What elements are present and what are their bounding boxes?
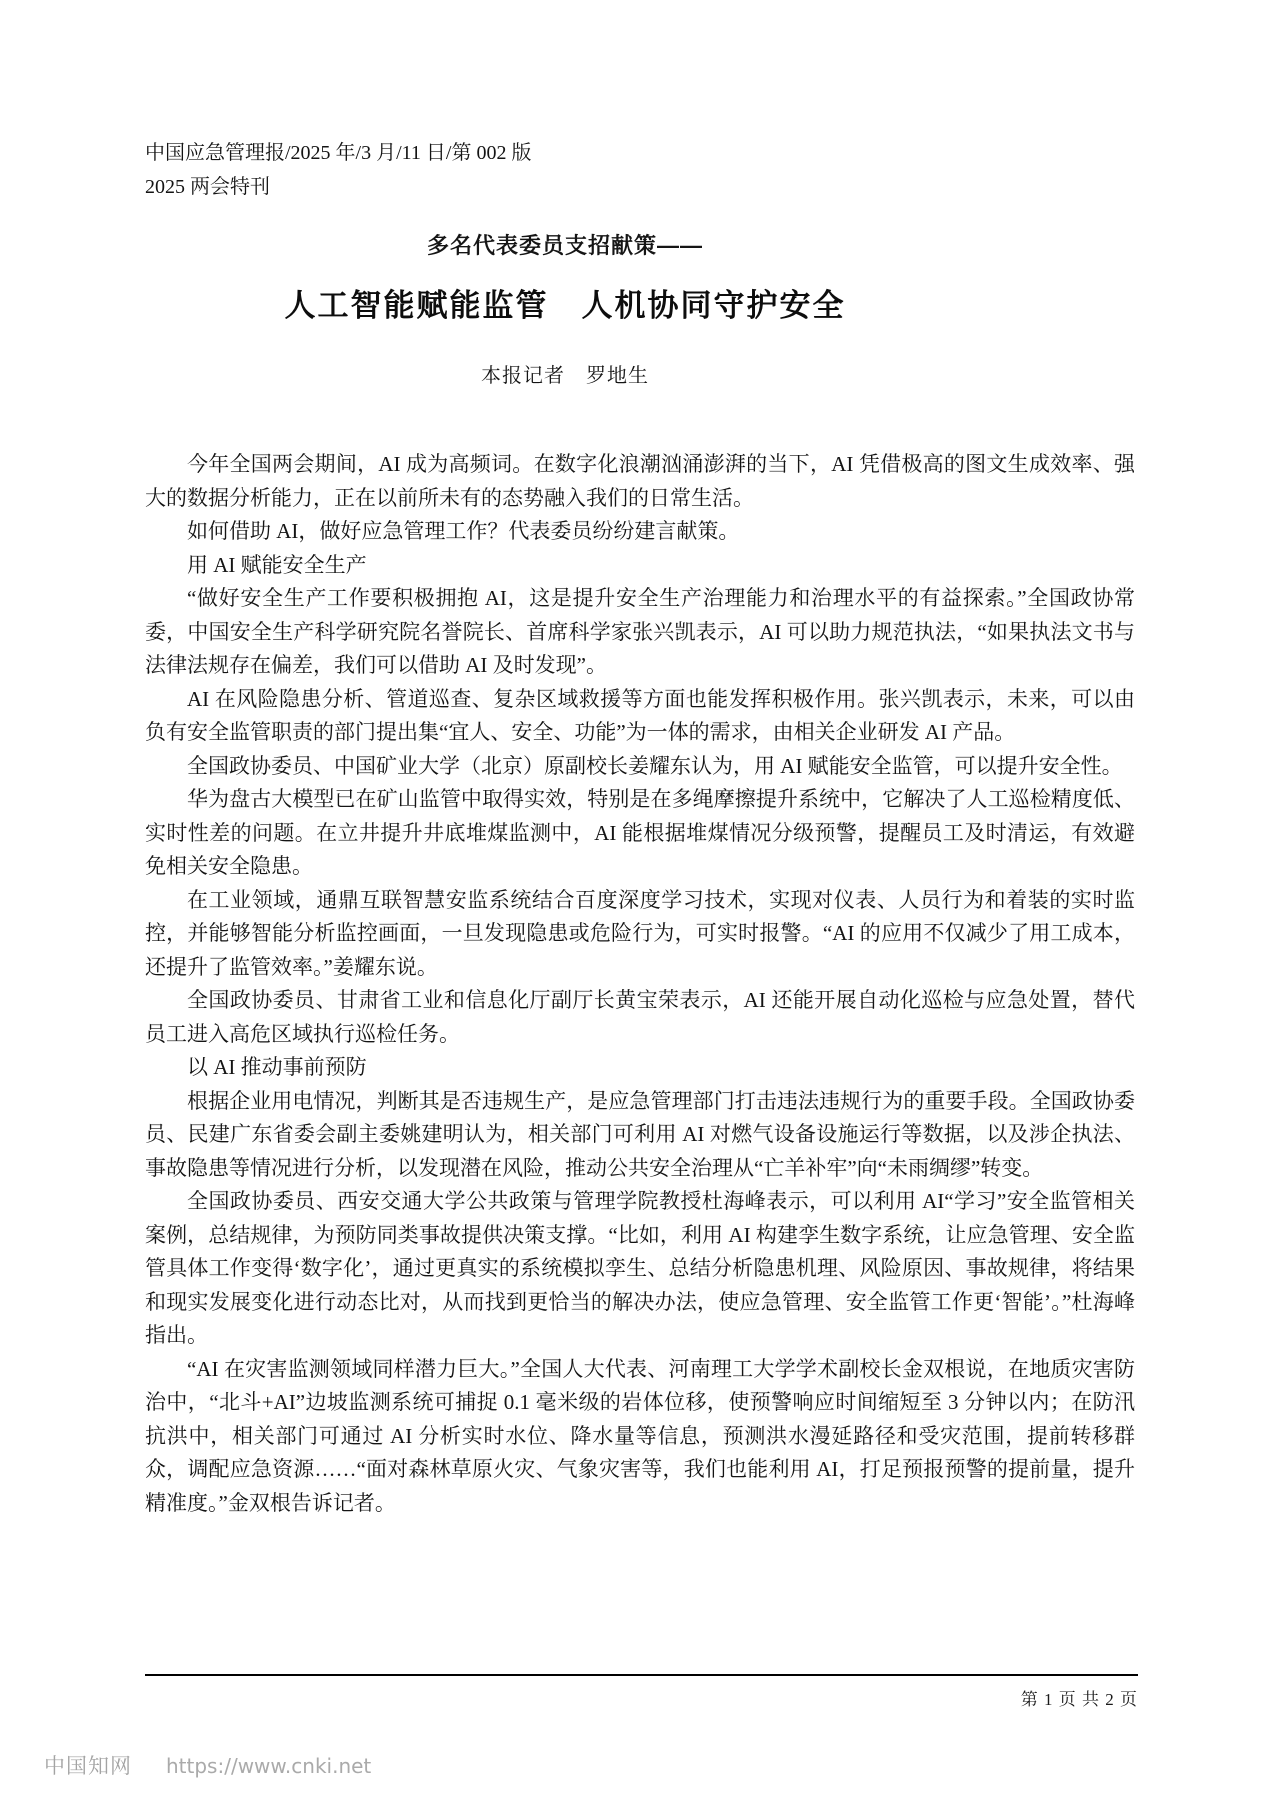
article-paragraph: AI 在风险隐患分析、管道巡查、复杂区域救援等方面也能发挥积极作用。张兴凯表示，未来，可以由负有安全监管职责的部门提出集“宜人、安全、功能”为一体的需求，由相关企业研发 AI 产品。: [145, 686, 1135, 744]
cnki-site-name: 中国知网: [44, 1754, 132, 1778]
article-byline: 本报记者 罗地生: [481, 365, 649, 387]
article-paragraph: 如何借助 AI，做好应急管理工作？代表委员纷纷建言献策。: [187, 519, 740, 543]
page-indicator: 第 1 页 共 2 页: [1020, 1690, 1138, 1709]
article-paragraph: “做好安全生产工作要积极拥抱 AI，这是提升安全生产治理能力和治理水平的有益探索。”全国政协常委，中国安全生产科学研究院名誉院长、首席科学家张兴凯表示，AI 可以助力规范执法，“如果执法文书与法律法规存在偏差，我们可以借助 AI 及时发现”。: [145, 586, 1135, 677]
article-kicker: 多名代表委员支招献策——: [426, 233, 703, 258]
article-headings: [145, 232, 985, 388]
publication-source-line: 中国应急管理报/2025 年/3 月/11 日/第 002 版: [145, 142, 532, 164]
article-paragraph: 全国政协委员、甘肃省工业和信息化厅副厅长黄宝荣表示，AI 还能开展自动化巡检与应急处置，替代员工进入高危区域执行巡检任务。: [145, 988, 1135, 1046]
article-section-heading: 以 AI 推动事前预防: [187, 1055, 367, 1079]
document-footer: [145, 1674, 1138, 1710]
article-section-heading: 用 AI 赋能安全生产: [187, 552, 367, 577]
footer-divider: [145, 1674, 1138, 1676]
article-body: [145, 448, 1135, 1520]
article-paragraph: 根据企业用电情况，判断其是否违规生产，是应急管理部门打击违法违规行为的重要手段。全国政协委员、民建广东省委会副主委姚建明认为，相关部门可利用 AI 对燃气设备设施运行等数据，以及涉企执法、事故隐患等情况进行分析，以发现潜在风险，推动公共安全治理从“亡羊补牢”向“未雨绸缪”转变。: [145, 1088, 1135, 1180]
article-paragraph: 华为盘古大模型已在矿山监管中取得实效，特别是在多绳摩擦提升系统中，它解决了人工巡检精度低、实时性差的问题。在立井提升井底堆煤监测中，AI 能根据堆煤情况分级预警，提醒员工及时清运，有效避免相关安全隐患。: [145, 787, 1135, 878]
document-header: [145, 0, 1135, 204]
article-paragraph: 全国政协委员、中国矿业大学（北京）原副校长姜耀东认为，用 AI 赋能安全监管，可以提升安全性。: [187, 753, 1123, 778]
cnki-site-url: https://www.cnki.net: [166, 1754, 372, 1778]
article-paragraph: 全国政协委员、西安交通大学公共政策与管理学院教授杜海峰表示，可以利用 AI“学习”安全监管相关案例，总结规律，为预防同类事故提供决策支撑。“比如，利用 AI 构建孪生数字系统，让应急管理、安全监管具体工作变得‘数字化’，通过更真实的系统模拟孪生、总结分析隐患机理、风险原因、事故规律，将结果和现实发展变化进行动态比对，从而找到更恰当的解决办法，使应急管理、安全监管工作更‘智能’。”杜海峰指出。: [145, 1189, 1135, 1347]
publication-edition-line: 2025 两会特刊: [145, 176, 270, 198]
article-paragraph: “AI 在灾害监测领域同样潜力巨大。”全国人大代表、河南理工大学学术副校长金双根说，在地质灾害防治中，“北斗+AI”边坡监测系统可捕捉 0.1 毫米级的岩体位移，使预警响应时间缩短至 3 分钟以内；在防汛抗洪中，相关部门可通过 AI 分析实时水位、降水量等信息，预测洪水漫延路径和受灾范围，提前转移群众，调配应急资源……“面对森林草原火灾、气象灾害等，我们也能利用 AI，打足预报预警的提前量，提升精准度。”金双根告诉记者。: [145, 1356, 1135, 1515]
cnki-watermark: [44, 1750, 371, 1780]
article-title: 人工智能赋能监管 人机协同守护安全: [284, 288, 846, 323]
article-paragraph: 在工业领域，通鼎互联智慧安监系统结合百度深度学习技术，实现对仪表、人员行为和着装的实时监控，并能够智能分析监控画面，一旦发现隐患或危险行为，可实时报警。“AI 的应用不仅减少了用工成本，还提升了监管效率。”姜耀东说。: [145, 887, 1135, 979]
article-paragraph: 今年全国两会期间，AI 成为高频词。在数字化浪潮汹涌澎湃的当下，AI 凭借极高的图文生成效率、强大的数据分析能力，正在以前所未有的态势融入我们的日常生活。: [145, 452, 1135, 510]
